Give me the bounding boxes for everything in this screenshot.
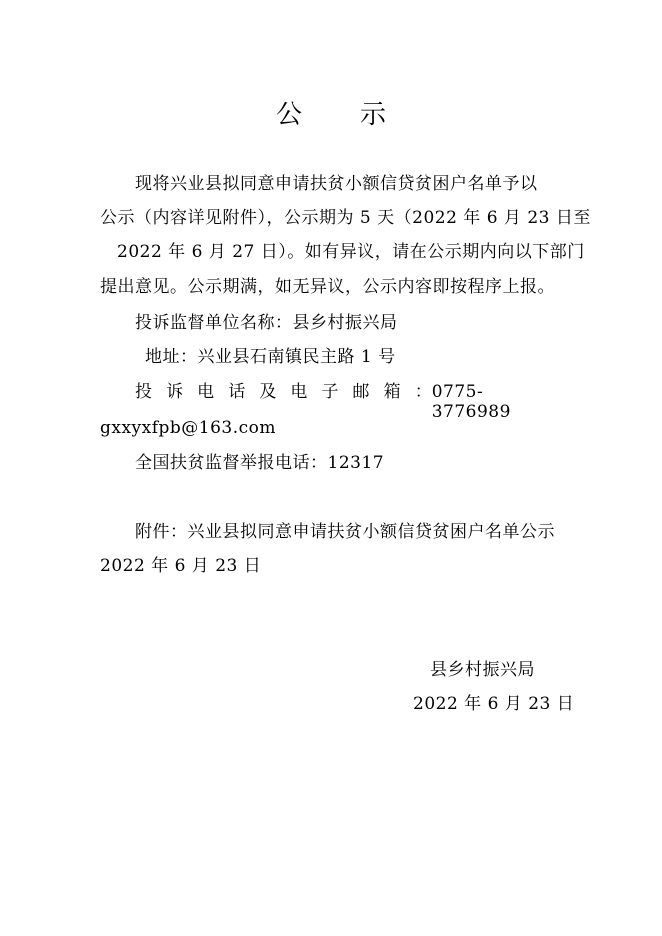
body-paragraph-line-2: 公示（内容详见附件），公示期为 5 天（2022 年 6 月 23 日至: [100, 208, 591, 228]
complaint-unit: 投诉监督单位名称：县乡村振兴局: [135, 313, 398, 333]
signature-org: 县乡村振兴局: [430, 660, 535, 680]
phone-number: 0775-3776989: [431, 382, 511, 422]
body-paragraph-line-1: 现将兴业县拟同意申请扶贫小额信贷贫困户名单予以: [135, 174, 538, 194]
hotline: 全国扶贫监督举报电话：12317: [135, 453, 385, 473]
signature-date: 2022 年 6 月 23 日: [413, 694, 575, 714]
body-paragraph-line-4: 提出意见。公示期满，如无异议，公示内容即按程序上报。: [100, 277, 555, 297]
attachment-date: 2022 年 6 月 23 日: [100, 556, 262, 576]
body-paragraph-line-3: 2022 年 6 月 27 日）。如有异议，请在公示期内向以下部门: [117, 242, 585, 262]
phone-email-label: 投 诉 电 话 及 电 子 邮 箱 ：: [135, 382, 432, 402]
title-char-2: 示: [360, 100, 387, 130]
email-address: gxxyxfpb@163.com: [100, 418, 277, 438]
attachment-line-1: 附件：兴业县拟同意申请扶贫小额信贷贫困户名单公示: [135, 522, 555, 542]
page-title: [0, 100, 662, 130]
phone-email-row: [135, 382, 561, 422]
title-char-1: 公: [275, 100, 302, 130]
address: 地址：兴业县石南镇民主路 1 号: [145, 347, 396, 367]
